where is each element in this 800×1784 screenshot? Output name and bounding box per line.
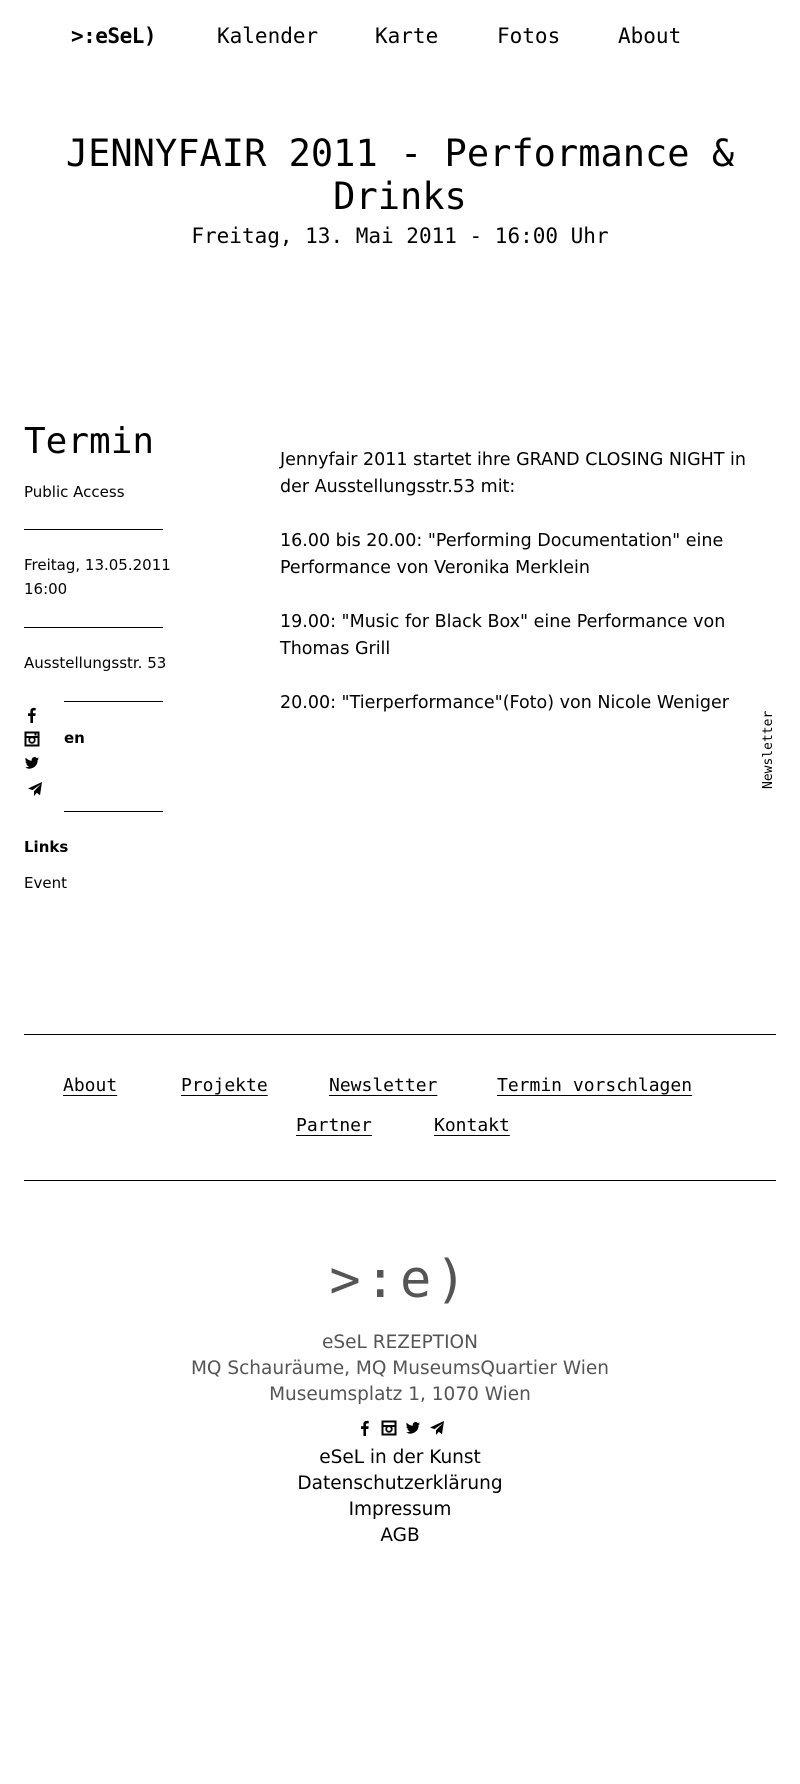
description-paragraph: 16.00 bis 20.00: "Performing Documentation" eine Performance von Veronika Merklein — [280, 531, 724, 578]
footer-logo: >:e) — [329, 1250, 471, 1310]
footer-social — [357, 1420, 445, 1436]
address-line: Museumsplatz 1, 1070 Wien — [269, 1384, 531, 1405]
facebook-icon[interactable] — [357, 1420, 373, 1436]
links-heading: Links — [24, 838, 69, 856]
address-line: MQ Schauräume, MQ MuseumsQuartier Wien — [190, 1358, 610, 1379]
newsletter-tab[interactable]: Newsletter — [761, 710, 776, 789]
instagram-icon[interactable] — [24, 731, 40, 747]
divider — [64, 701, 163, 702]
divider — [64, 811, 163, 812]
top-nav — [0, 18, 800, 58]
event-datetime: Freitag, 13. Mai 2011 - 16:00 Uhr — [191, 224, 609, 248]
divider — [24, 529, 163, 530]
footer-link-termin-vorschlagen[interactable]: Termin vorschlagen — [497, 1075, 693, 1096]
footer-link-esel-in-der-kunst[interactable]: eSeL in der Kunst — [319, 1447, 481, 1468]
event-location: Ausstellungsstr. 53 — [24, 654, 167, 672]
footer-link-impressum[interactable]: Impressum — [348, 1499, 452, 1520]
footer-divider — [24, 1034, 776, 1035]
footer-link-datenschutz[interactable]: Datenschutzerklärung — [297, 1473, 503, 1494]
event-description — [280, 447, 780, 744]
event-link[interactable]: Event — [24, 874, 67, 892]
nav-item-karte[interactable]: Karte — [375, 24, 439, 48]
divider — [24, 627, 163, 628]
address-line: eSeL REZEPTION — [322, 1332, 478, 1353]
description-paragraph: 19.00: "Music for Black Box" eine Performance von Thomas Grill — [280, 612, 726, 659]
twitter-icon[interactable] — [24, 755, 40, 771]
footer-link-projekte[interactable]: Projekte — [181, 1075, 268, 1096]
telegram-icon[interactable] — [27, 781, 43, 797]
facebook-icon[interactable] — [24, 707, 40, 723]
footer-link-kontakt[interactable]: Kontakt — [434, 1115, 510, 1136]
nav-item-about[interactable]: About — [618, 24, 682, 48]
telegram-icon[interactable] — [429, 1420, 445, 1436]
footer-link-newsletter[interactable]: Newsletter — [329, 1075, 438, 1096]
event-date: Freitag, 13.05.2011 — [24, 556, 171, 574]
logo-link[interactable]: >:eSeL) — [71, 24, 157, 48]
instagram-icon[interactable] — [381, 1420, 397, 1436]
page-title: JENNYFAIR 2011 - Performance & Drinks — [65, 132, 735, 218]
event-category: Public Access — [24, 483, 125, 501]
language-switch[interactable]: en — [64, 729, 85, 747]
event-time: 16:00 — [24, 580, 68, 598]
footer-link-about[interactable]: About — [63, 1075, 118, 1096]
footer-divider — [24, 1180, 776, 1181]
footer-link-partner[interactable]: Partner — [296, 1115, 372, 1136]
description-paragraph: 20.00: "Tierperformance"(Foto) von Nicole Weniger — [280, 693, 729, 713]
twitter-icon[interactable] — [405, 1420, 421, 1436]
nav-item-kalender[interactable]: Kalender — [217, 24, 319, 48]
description-paragraph: Jennyfair 2011 startet ihre GRAND CLOSING NIGHT in der Ausstellungsstr.53 mit: — [280, 450, 747, 497]
footer-link-agb[interactable]: AGB — [380, 1525, 420, 1546]
termin-heading: Termin — [24, 421, 155, 462]
nav-item-fotos[interactable]: Fotos — [497, 24, 561, 48]
